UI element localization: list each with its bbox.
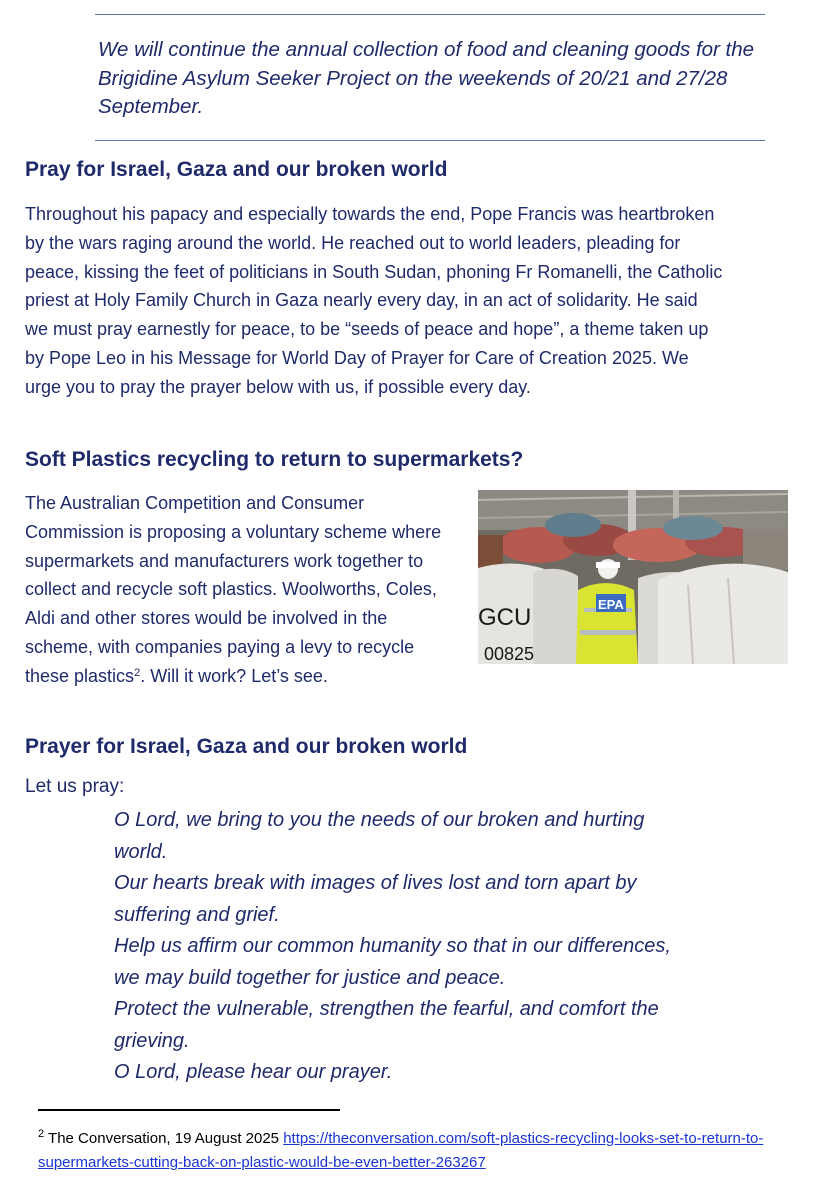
footnote-separator xyxy=(38,1109,340,1111)
section-heading-prayer: Prayer for Israel, Gaza and our broken world xyxy=(25,735,468,758)
notice-top-rule xyxy=(95,14,765,15)
bag-label-bottom: 00825 xyxy=(484,644,535,664)
section-body-plastics xyxy=(25,489,453,691)
footnote-number: 2 xyxy=(38,1128,45,1140)
bag-label-left: GCU xyxy=(478,604,532,631)
section-heading-plastics: Soft Plastics recycling to return to supermarkets? xyxy=(25,448,524,471)
notice-text: We will continue the annual collection of food and cleaning goods for the Brigidine Asylum Seeker Project on the weekends of 20/21 and 27/28 September. xyxy=(98,38,755,118)
footnote-link[interactable]: https://theconversation.com/soft-plastics-recycling-looks-set-to-return-to-supermarkets-cutting-back-on-plastic-would-be-even-better-263267 xyxy=(38,1130,764,1171)
footnote-reference[interactable]: 2 xyxy=(134,666,141,679)
prayer-text xyxy=(114,805,674,1089)
footnote xyxy=(38,1127,798,1175)
section-body-pray: Throughout his papacy and especially towards the end, Pope Francis was heartbroken by the wars raging around the world. He reached out to world leaders, pleading for peace, kissing the feet of politicians in South Sudan, phoning Fr Romanelli, the Catholic priest at Holy Family Church in Gaza nearly every day, in an act of solidarity. He said we must pray earnestly for peace, to be “seeds of peace and hope”, a theme taken up by Pope Leo in his Message for World Day of Prayer for Care of Creation 2025. We urge you to pray the prayer below with us, if possible every day. xyxy=(25,204,723,397)
prayer-line: Our hearts break with images of lives lost and torn apart by suffering and grief. xyxy=(114,872,637,926)
vest-label: EPA xyxy=(598,597,624,612)
prayer-intro: Let us pray: xyxy=(25,776,125,797)
prayer-line: O Lord, please hear our prayer. xyxy=(114,1061,393,1083)
recycling-warehouse-photo xyxy=(478,490,788,664)
section-heading-pray: Pray for Israel, Gaza and our broken world xyxy=(25,158,448,181)
plastics-body-end: . Will it work? Let’s see. xyxy=(140,665,328,686)
notice-bottom-rule xyxy=(95,140,765,141)
footnote-source: The Conversation, 19 August 2025 xyxy=(48,1130,280,1147)
prayer-line: Protect the vulnerable, strengthen the fearful, and comfort the grieving. xyxy=(114,998,659,1052)
prayer-line: O Lord, we bring to you the needs of our broken and hurting world. xyxy=(114,809,645,863)
prayer-line: Help us affirm our common humanity so that in our differences, we may build together for justice and peace. xyxy=(114,935,671,989)
plastics-body-main: The Australian Competition and Consumer Commission is proposing a voluntary scheme where supermarkets and manufacturers work together to collect and recycle soft plastics. Woolworths, Coles, Aldi and other stores would be involved in the scheme, with companies paying a levy to recycle these plastics xyxy=(25,493,442,686)
